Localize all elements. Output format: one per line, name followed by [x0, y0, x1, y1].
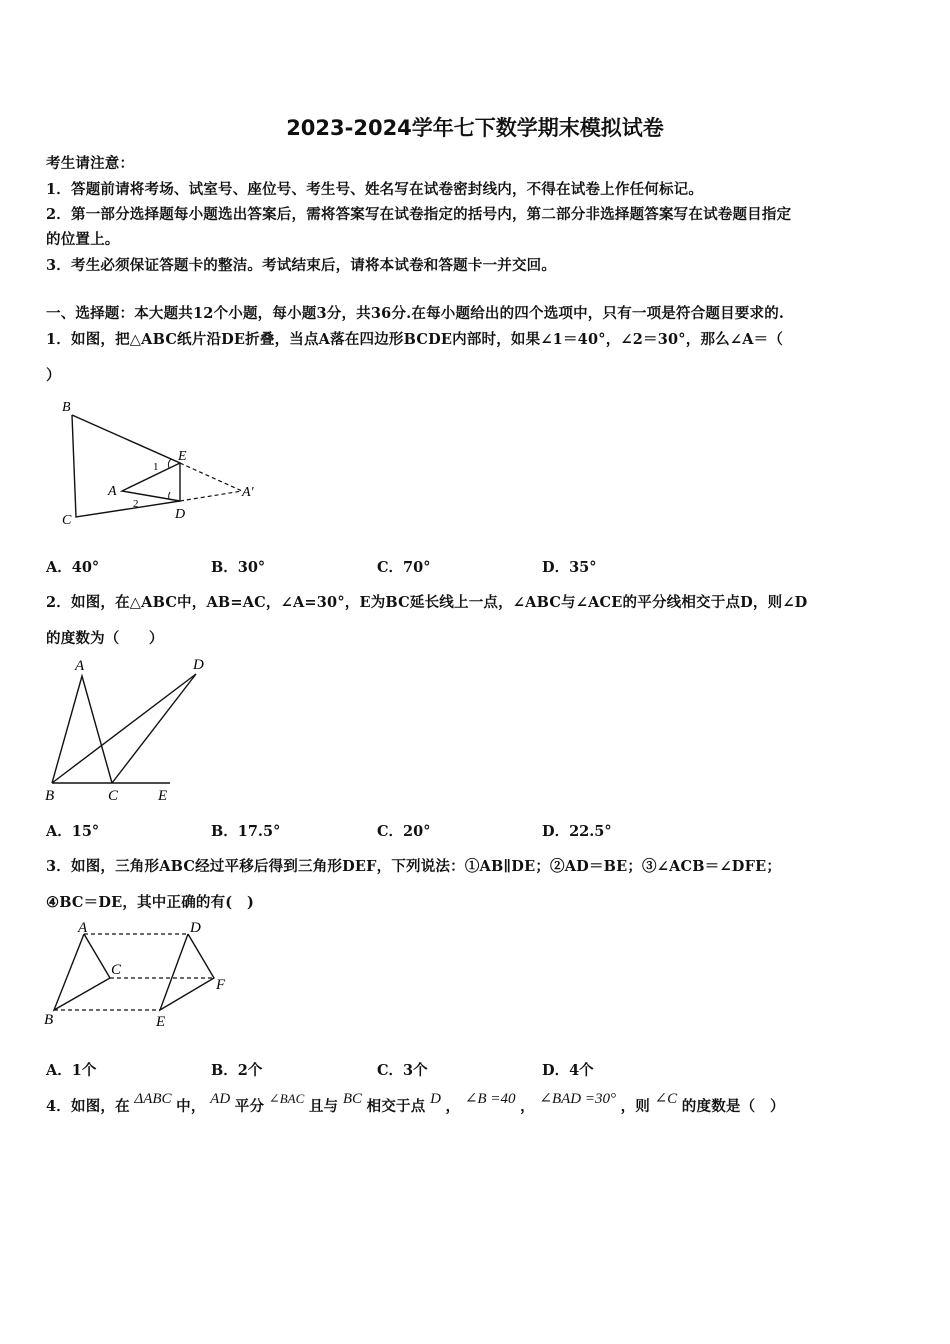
- q1-stem: 1．如图，把△ABC纸片沿DE折叠，当点A落在四边形BCDE内部时，如果∠1＝40°，∠2＝30°，那么∠A＝（: [46, 331, 784, 348]
- page-title: 2023-2024学年七下数学期末模拟试卷: [286, 116, 664, 140]
- q1-option-b[interactable]: B．30°: [211, 559, 266, 576]
- q1-stem-cont: ）: [46, 367, 61, 384]
- q3-option-c[interactable]: C．3个: [377, 1062, 428, 1079]
- label-2: 2: [133, 498, 139, 510]
- triangle-def: [160, 934, 214, 1010]
- q2-figure: [40, 652, 220, 807]
- q4-stem: 4．如图，在 ΔABC 中， AD 平分 ∠BAC 且与 BC 相交于点 D ， ∠B =40 ， ∠BAD =30° ，则 ∠C 的度数是（ ）: [46, 1091, 785, 1115]
- math-angle-bac: ∠BAC: [268, 1091, 305, 1106]
- q2-option-b[interactable]: B．17.5°: [211, 823, 281, 840]
- label-F: F: [216, 977, 226, 993]
- math-angle-b: ∠B =40: [464, 1091, 516, 1107]
- label-D: D: [190, 920, 201, 936]
- label-C: C: [108, 788, 119, 804]
- q1-option-c[interactable]: C．70°: [377, 559, 431, 576]
- triangle-abc: [54, 934, 110, 1010]
- notice-item: 2．第一部分选择题每小题选出答案后，需将答案写在试卷指定的括号内，第二部分非选择题答案写在试卷题目指定: [46, 206, 792, 223]
- label-A: A: [78, 920, 88, 936]
- label-D: D: [175, 507, 186, 522]
- math-ad: AD: [210, 1091, 231, 1107]
- label-C: C: [111, 962, 122, 978]
- label-E: E: [158, 788, 168, 804]
- notice-item: 1．答题前请将考场、试室号、座位号、考生号、姓名写在试卷密封线内，不得在试卷上作任何标记。: [46, 181, 704, 198]
- q2-stem: 2．如图，在△ABC中，AB=AC，∠A=30°，E为BC延长线上一点，∠ABC与∠ACE的平分线相交于点D，则∠D: [46, 594, 808, 611]
- angle1-arc: [168, 459, 171, 468]
- notice-item: 3．考生必须保证答题卡的整洁。考试结束后，请将本试卷和答题卡一并交回。: [46, 257, 557, 274]
- label-A: A: [108, 484, 117, 499]
- math-bc: BC: [342, 1091, 363, 1107]
- label-E: E: [178, 449, 187, 464]
- math-angle-bad: ∠BAD =30°: [539, 1091, 616, 1107]
- label-A: A: [75, 658, 85, 674]
- dashed-da: [180, 491, 242, 501]
- q1-option-a[interactable]: A．40°: [46, 559, 100, 576]
- folded-triangle: [122, 463, 180, 501]
- notice-item: 的位置上。: [46, 231, 120, 248]
- q1-figure: [50, 395, 270, 530]
- label-B: B: [45, 788, 55, 804]
- label-E: E: [156, 1014, 166, 1030]
- q2-option-d[interactable]: D．22.5°: [542, 823, 612, 840]
- q1-option-d[interactable]: D．35°: [542, 559, 597, 576]
- label-C: C: [62, 513, 72, 528]
- section-heading: 一、选择题：本大题共12个小题，每小题3分，共36分.在每小题给出的四个选项中，只有一项是符合题目要求的.: [46, 305, 785, 322]
- label-D: D: [193, 657, 204, 673]
- triangle-abc: [52, 676, 112, 783]
- notice-heading: 考生请注意：: [46, 155, 135, 172]
- label-A-prime: A′: [242, 485, 254, 500]
- label-1: 1: [153, 461, 159, 473]
- label-B: B: [44, 1012, 54, 1028]
- q3-option-b[interactable]: B．2个: [211, 1062, 263, 1079]
- q3-figure: [40, 918, 240, 1033]
- label-B: B: [62, 400, 71, 415]
- q3-option-a[interactable]: A．1个: [46, 1062, 97, 1079]
- q3-stem-cont: ④BC＝DE，其中正确的有( ): [46, 894, 255, 911]
- math-d: D: [430, 1091, 441, 1107]
- math-angle-c: ∠C: [654, 1091, 678, 1107]
- q3-option-d[interactable]: D．4个: [542, 1062, 594, 1079]
- angle2-arc: [169, 492, 170, 499]
- q2-option-c[interactable]: C．20°: [377, 823, 431, 840]
- math-triangle-abc: ΔABC: [134, 1091, 172, 1107]
- dashed-ea: [180, 463, 242, 491]
- q2-option-a[interactable]: A．15°: [46, 823, 100, 840]
- quad-bcde: [72, 415, 180, 517]
- q2-stem-cont: 的度数为（ ）: [46, 630, 164, 647]
- q3-stem: 3．如图，三角形ABC经过平移后得到三角形DEF，下列说法：①AB∥DE；②AD＝BE；③∠ACB＝∠DFE；: [46, 858, 782, 875]
